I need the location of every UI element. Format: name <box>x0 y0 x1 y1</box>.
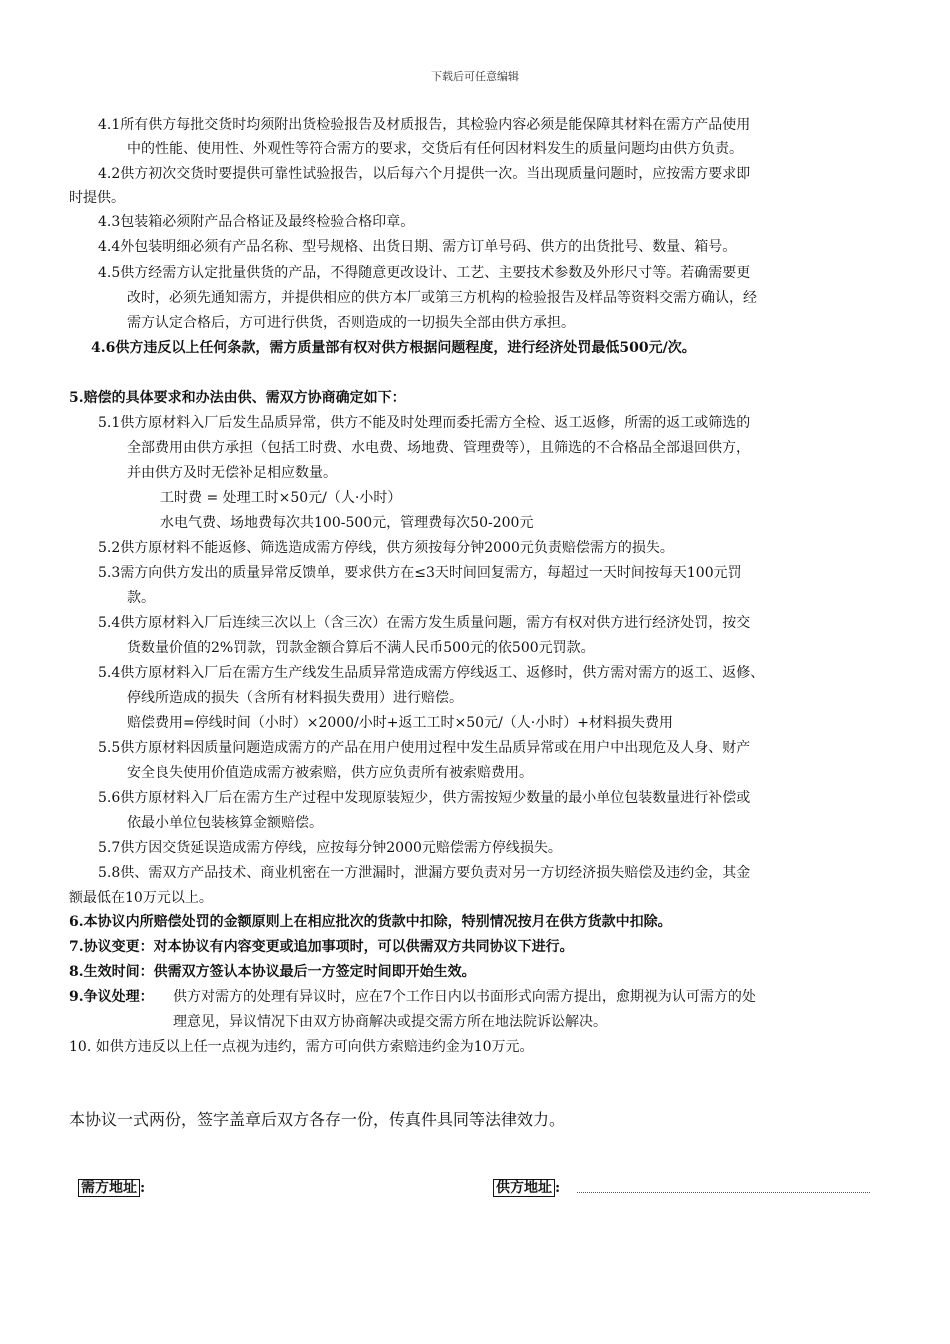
supplier-address-label: 供方地址 <box>493 1179 555 1197</box>
clause-5-5: 5.5供方原材料因质量问题造成需方的产品在用户使用过程中发生品质异常或在用户中出现危及人身、财产 <box>98 740 751 756</box>
section-5-title: 5.赔偿的具体要求和办法由供、需双方协商确定如下： <box>69 390 406 406</box>
clause-4-1: 4.1所有供方每批交货时均须附出货检验报告及材质报告，其检验内容必须是能保障其材料在需方产品使用 <box>98 117 751 133</box>
supplier-address-colon: : <box>555 1180 561 1196</box>
page-header: 下载后可任意编辑 <box>431 70 519 83</box>
supplier-address-blank-line <box>577 1191 870 1193</box>
clause-5-7: 5.7供方因交货延误造成需方停线，应按每分钟2000元赔偿需方停线损失。 <box>98 840 562 856</box>
compensation-formula: 赔偿费用=停线时间（小时）×2000/小时+返工工时×50元/（人·小时）+材料损失费用 <box>127 715 673 731</box>
clause-5-2: 5.2供方原材料不能返修、筛选造成需方停线，供方须按每分钟2000元负责赔偿需方的损失。 <box>98 540 674 556</box>
clause-5-4b-cont: 停线所造成的损失（含所有材料损失费用）进行赔偿。 <box>127 690 463 706</box>
labor-fee-formula: 工时费 = 处理工时×50元/（人·小时） <box>160 490 402 506</box>
supplier-address-field[interactable] <box>493 1177 560 1197</box>
clause-4-6: 4.6供方违反以上任何条款，需方质量部有权对供方根据问题程度，进行经济处罚最低500元/次。 <box>91 340 696 356</box>
closing-statement: 本协议一式两份，签字盖章后双方各存一份，传真件具同等法律效力。 <box>69 1110 566 1129</box>
clause-5-5-cont: 安全良失使用价值造成需方被索赔，供方应负责所有被索赔费用。 <box>127 765 533 781</box>
clause-10: 10. 如供方违反以上任一点视为违约，需方可向供方索赔违约金为10万元。 <box>69 1039 534 1055</box>
clause-5-6: 5.6供方原材料入厂后在需方生产过程中发现原装短少，供方需按短少数量的最小单位包装数量进行补偿或 <box>98 790 751 806</box>
clause-5-3: 5.3需方向供方发出的质量异常反馈单，要求供方在≤3天时间回复需方，每超过一天时间按每天100元罚 <box>98 565 742 581</box>
buyer-address-colon: : <box>140 1180 146 1196</box>
buyer-address-field[interactable] <box>78 1177 145 1197</box>
clause-9-label: 9.争议处理： <box>69 989 154 1005</box>
clause-5-6-cont: 依最小单位包装核算金额赔偿。 <box>127 815 323 831</box>
clause-5-1-cont: 全部费用由供方承担（包括工时费、水电费、场地费、管理费等），且筛选的不合格品全部退回供方， <box>127 440 750 456</box>
clause-4-5: 4.5供方经需方认定批量供货的产品，不得随意更改设计、工艺、主要技术参数及外形尺寸等。若确需要更 <box>98 265 751 281</box>
clause-4-5-cont2: 需方认定合格后，方可进行供货，否则造成的一切损失全部由供方承担。 <box>127 315 575 331</box>
utility-fee-line: 水电气费、场地费每次共100-500元，管理费每次50-200元 <box>160 515 534 531</box>
clause-4-4: 4.4外包装明细必须有产品名称、型号规格、出货日期、需方订单号码、供方的出货批号、数量、箱号。 <box>98 239 737 255</box>
clause-5-4b: 5.4供方原材料入厂后在需方生产线发生品质异常造成需方停线返工、返修时，供方需对需方的返工、返修、 <box>98 665 765 681</box>
clause-5-8: 5.8供、需双方产品技术、商业机密在一方泄漏时，泄漏方要负责对另一方切经济损失赔偿及违约金，其金 <box>98 865 751 881</box>
clause-9-text: 供方对需方的处理有异议时，应在7个工作日内以书面形式向需方提出，愈期视为认可需方的处 <box>173 989 756 1005</box>
clause-5-4a-cont: 货数量价值的2%罚款，罚款金额合算后不满人民币500元的依500元罚款。 <box>127 640 595 656</box>
clause-8: 8.生效时间：供需双方签认本协议最后一方签定时间即开始生效。 <box>69 964 476 980</box>
clause-6: 6.本协议内所赔偿处罚的金额原则上在相应批次的货款中扣除，特别情况按月在供方货款中扣除。 <box>69 914 672 930</box>
clause-5-8-cont: 额最低在10万元以上。 <box>69 890 213 906</box>
buyer-address-label: 需方地址 <box>78 1179 140 1197</box>
clause-7: 7.协议变更：对本协议有内容变更或追加事项时，可以供需双方共同协议下进行。 <box>69 939 574 955</box>
clause-4-3: 4.3包装箱必须附产品合格证及最终检验合格印章。 <box>98 214 415 230</box>
clause-5-1-cont2: 并由供方及时无偿补足相应数量。 <box>127 465 337 481</box>
clause-4-2: 4.2供方初次交货时要提供可靠性试验报告，以后每六个月提供一次。当出现质量问题时，应按需方要求即 <box>98 166 751 182</box>
clause-5-1: 5.1供方原材料入厂后发生品质异常，供方不能及时处理而委托需方全检、返工返修，所需的返工或筛选的 <box>98 415 751 431</box>
clause-4-2-cont: 时提供。 <box>69 190 125 206</box>
clause-9-cont: 理意见，异议情况下由双方协商解决或提交需方所在地法院诉讼解决。 <box>173 1014 607 1030</box>
clause-4-1-cont: 中的性能、使用性、外观性等符合需方的要求，交货后有任何因材料发生的质量问题均由供方负责。 <box>127 141 743 157</box>
clause-5-3-cont: 款。 <box>127 590 155 606</box>
clause-5-4a: 5.4供方原材料入厂后连续三次以上（含三次）在需方发生质量问题，需方有权对供方进行经济处罚，按交 <box>98 615 751 631</box>
clause-4-5-cont: 改时，必须先通知需方，并提供相应的供方本厂或第三方机构的检验报告及样品等资料交需方确认，经 <box>127 290 757 306</box>
